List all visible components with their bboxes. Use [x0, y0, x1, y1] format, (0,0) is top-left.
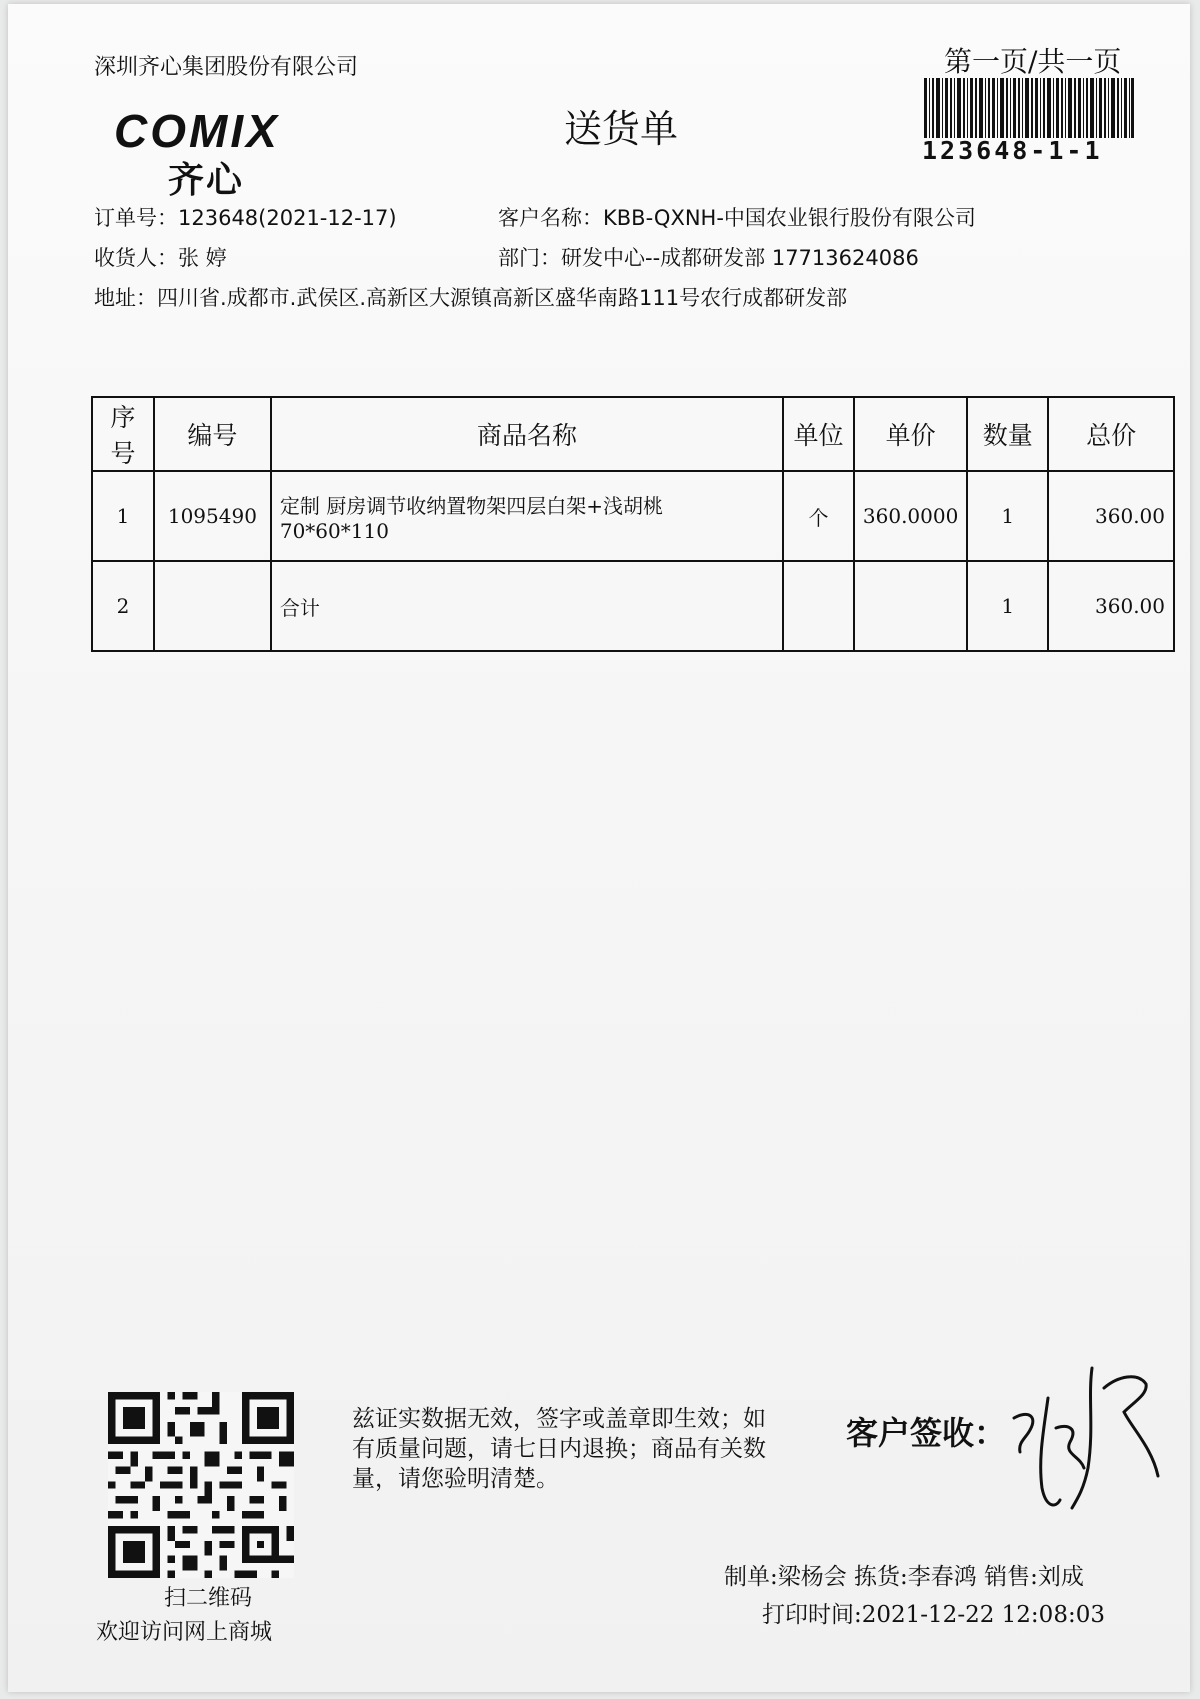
table-row [92, 561, 1174, 651]
department: 部门：研发中心--成都研发部 17713624086 [498, 246, 919, 270]
qr-caption-line2: 欢迎访问网上商城 [96, 1620, 273, 1645]
brand-logo [114, 104, 346, 201]
cell-total: 360.00 [1048, 561, 1174, 651]
header-product-name: 商品名称 [271, 397, 783, 471]
handwritten-signature [1008, 1358, 1168, 1518]
table-header-row [92, 397, 1174, 471]
cell-quantity: 1 [967, 561, 1048, 651]
barcode [924, 78, 1134, 138]
staff-info: 制单:梁杨会 拣货:李春鸿 销售:刘成 [724, 1564, 1084, 1590]
order-number: 订单号：123648(2021-12-17) [94, 206, 397, 230]
product-name-line1: 合计 [279, 595, 320, 620]
page-number: 第一页/共一页 [944, 45, 1122, 78]
cell-unit-price: 360.0000 [854, 471, 967, 561]
header-seq: 序号 [92, 397, 154, 471]
cell-code [154, 561, 271, 651]
customer-name: 客户名称：KBB-QXNH-中国农业银行股份有限公司 [498, 206, 976, 230]
delivery-note-sheet [8, 4, 1190, 1692]
header-unit: 单位 [783, 397, 854, 471]
address: 地址：四川省.成都市.武侯区.高新区大源镇高新区盛华南路111号农行成都研发部 [94, 286, 848, 310]
cell-unit: 个 [783, 471, 854, 561]
header-total: 总价 [1048, 397, 1174, 471]
company-name: 深圳齐心集团股份有限公司 [94, 55, 359, 80]
barcode-number: 123648-1-1 [922, 136, 1103, 165]
header-quantity: 数量 [967, 397, 1048, 471]
product-name-line2: 70*60*110 [279, 518, 389, 543]
header-code: 编号 [154, 397, 271, 471]
cell-unit-price [854, 561, 967, 651]
customer-signature-label: 客户签收： [846, 1414, 1007, 1452]
cell-total: 360.00 [1048, 471, 1174, 561]
product-name-line1: 定制 厨房调节收纳置物架四层白架+浅胡桃 [279, 493, 663, 518]
header-unit-price: 单价 [854, 397, 967, 471]
cell-quantity: 1 [967, 471, 1048, 561]
cell-unit [783, 561, 854, 651]
cell-seq: 1 [92, 471, 154, 561]
items-table [91, 396, 1175, 652]
print-time: 打印时间:2021-12-22 12:08:03 [762, 1602, 1105, 1628]
cell-seq: 2 [92, 561, 154, 651]
document-title: 送货单 [564, 107, 679, 151]
cell-code: 1095490 [154, 471, 271, 561]
qr-caption-line1: 扫二维码 [164, 1586, 253, 1611]
notice-text: 兹证实数据无效，签字或盖章即生效；如有质量问题，请七日内退换；商品有关数量，请您验明清楚。 [352, 1406, 766, 1492]
qr-code-icon[interactable] [108, 1392, 294, 1578]
qr-caption [96, 1582, 272, 1650]
table-row [92, 471, 1174, 561]
receiver: 收货人：张 婷 [94, 246, 227, 270]
cell-product-name [271, 561, 783, 651]
brand-logo-latin: COMIX [114, 105, 280, 157]
brand-logo-chinese: 齐心 [168, 160, 245, 201]
cell-product-name [271, 471, 783, 561]
